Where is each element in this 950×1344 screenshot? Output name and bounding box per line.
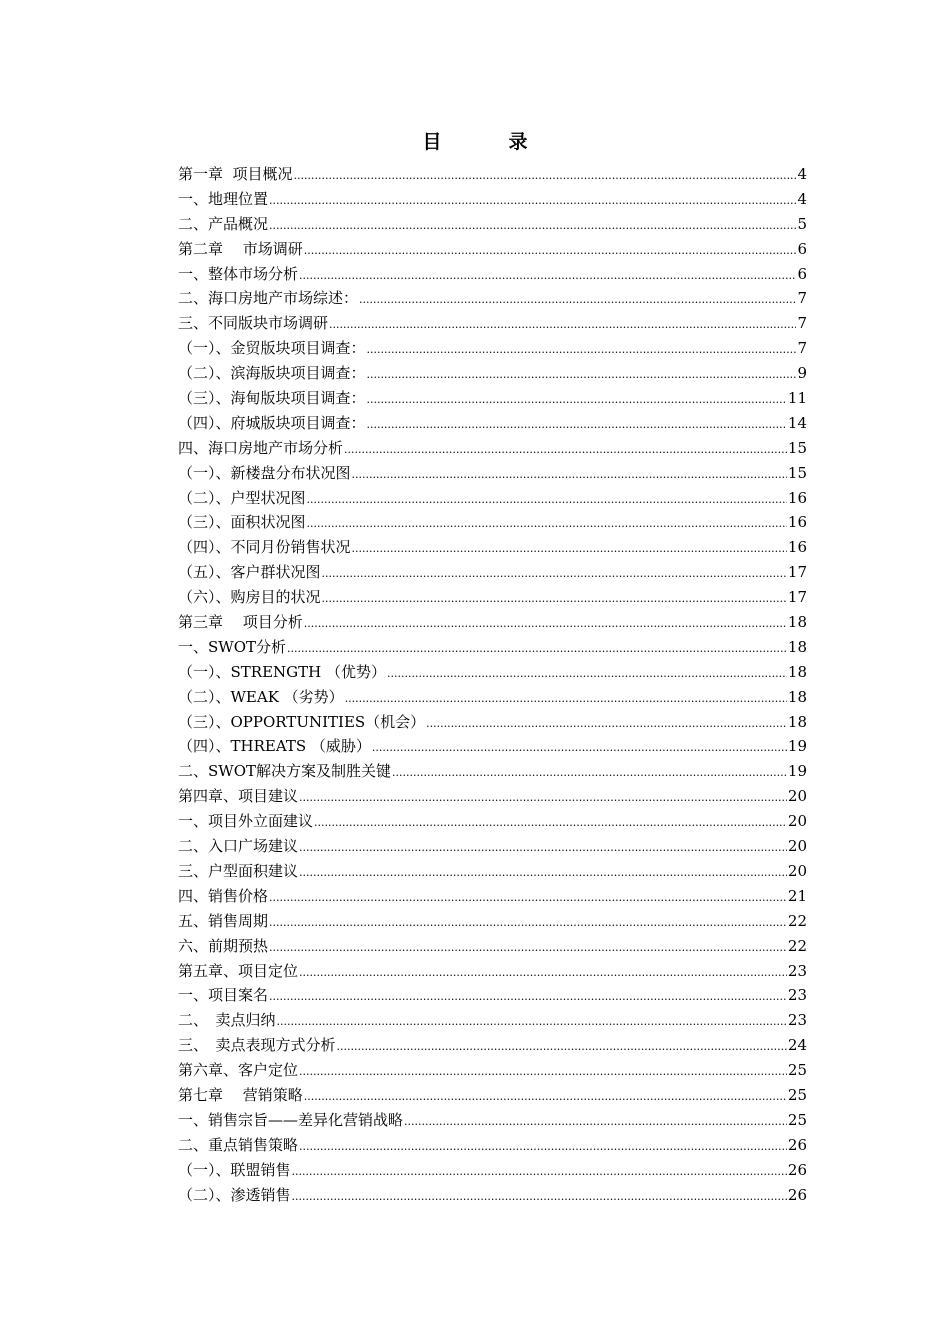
toc-entry[interactable] xyxy=(178,635,807,660)
dot-leader xyxy=(307,512,787,535)
toc-entry-page-number: 9 xyxy=(797,364,807,383)
toc-entry[interactable] xyxy=(178,909,807,934)
dot-leader xyxy=(352,463,787,486)
toc-entry[interactable] xyxy=(178,237,807,262)
dot-leader xyxy=(367,363,797,386)
toc-entry-page-number: 24 xyxy=(787,1036,807,1055)
toc-entry-title: （一）、新楼盘分布状况图 xyxy=(178,463,351,482)
dot-leader xyxy=(269,886,787,909)
toc-entry[interactable] xyxy=(178,535,807,560)
toc-entry-title: 一、销售宗旨——差异化营销战略 xyxy=(178,1110,404,1129)
toc-entry-title: 二、 卖点归纳 xyxy=(178,1011,276,1030)
toc-entry-title: （二）、WEAK （劣势） xyxy=(178,687,344,706)
toc-entry[interactable] xyxy=(178,336,807,361)
dot-leader xyxy=(304,612,787,635)
dot-leader xyxy=(367,338,797,361)
dot-leader xyxy=(304,239,797,262)
toc-entry[interactable] xyxy=(178,560,807,585)
toc-entry-title: 一、项目案名 xyxy=(178,986,269,1005)
toc-entry-title: 第二章 市场调研 xyxy=(178,239,303,258)
toc-entry-page-number: 26 xyxy=(787,1160,807,1179)
toc-entry[interactable] xyxy=(178,1058,807,1083)
toc-entry-title: 二、SWOT解决方案及制胜关键 xyxy=(178,762,391,781)
toc-entry-page-number: 4 xyxy=(797,165,807,183)
toc-title: 目 录 xyxy=(422,131,552,153)
dot-leader xyxy=(367,413,787,436)
toc-entry-title: 第七章 营销策略 xyxy=(178,1085,303,1104)
toc-entry[interactable] xyxy=(178,610,807,635)
dot-leader xyxy=(299,836,787,859)
dot-leader xyxy=(322,562,787,585)
toc-entry-page-number: 16 xyxy=(787,513,807,532)
toc-entry[interactable] xyxy=(178,859,807,884)
toc-entry-page-number: 22 xyxy=(787,936,807,955)
dot-leader xyxy=(299,1135,787,1158)
toc-entry-page-number: 17 xyxy=(787,563,807,582)
toc-entry-page-number: 7 xyxy=(797,314,807,333)
toc-entry[interactable] xyxy=(178,286,807,311)
dot-leader xyxy=(269,911,787,934)
toc-entry-title: 二、入口广场建议 xyxy=(178,837,299,856)
toc-entry[interactable] xyxy=(178,710,807,735)
toc-entry-page-number: 15 xyxy=(787,463,807,482)
dot-leader xyxy=(337,1035,787,1058)
dot-leader xyxy=(269,936,787,959)
toc-entry-title: 五、销售周期 xyxy=(178,911,269,930)
toc-entry[interactable] xyxy=(178,436,807,461)
dot-leader xyxy=(322,587,787,610)
toc-entry[interactable] xyxy=(178,1158,807,1183)
toc-entry-page-number: 18 xyxy=(787,613,807,632)
toc-entry-title: 三、户型面积建议 xyxy=(178,861,299,880)
toc-entry-title: 四、海口房地产市场分析 xyxy=(178,438,344,457)
toc-entry-title: 第一章 项目概况 xyxy=(178,165,293,183)
toc-entry-page-number: 11 xyxy=(787,389,807,408)
toc-entry[interactable] xyxy=(178,162,807,187)
toc-entry[interactable] xyxy=(178,983,807,1008)
dot-leader xyxy=(345,687,787,710)
toc-entry-title: 四、销售价格 xyxy=(178,886,269,905)
dot-leader xyxy=(359,288,796,311)
toc-entry[interactable] xyxy=(178,262,807,287)
toc-entry-page-number: 6 xyxy=(797,239,807,258)
toc-entry-title: 一、项目外立面建议 xyxy=(178,812,314,831)
dot-leader xyxy=(367,388,787,411)
toc-entry[interactable] xyxy=(178,784,807,809)
toc-entry-page-number: 14 xyxy=(787,413,807,432)
toc-entry-title: 一、地理位置 xyxy=(178,189,269,208)
toc-entry-title: 第三章 项目分析 xyxy=(178,613,303,632)
toc-entry-page-number: 23 xyxy=(787,986,807,1005)
toc-entry[interactable] xyxy=(178,1133,807,1158)
toc-entry[interactable] xyxy=(178,361,807,386)
toc-entry-title: （二）、渗透销售 xyxy=(178,1185,291,1204)
toc-entry[interactable] xyxy=(178,1108,807,1133)
dot-leader xyxy=(387,662,787,685)
toc-entry-page-number: 26 xyxy=(787,1135,807,1154)
dot-leader xyxy=(314,811,787,834)
toc-entry-title: 三、 卖点表现方式分析 xyxy=(178,1036,336,1055)
toc-entry-page-number: 19 xyxy=(787,762,807,781)
toc-entry-title: 二、海口房地产市场综述： xyxy=(178,289,359,308)
toc-entry-page-number: 16 xyxy=(787,488,807,507)
dot-leader xyxy=(287,637,787,660)
dot-leader xyxy=(294,164,797,187)
toc-entry-page-number: 23 xyxy=(787,1011,807,1030)
dot-leader xyxy=(299,1060,787,1083)
toc-entry-title: 第六章、客户定位 xyxy=(178,1061,299,1080)
toc-entry-title: （四）、府城版块项目调查： xyxy=(178,413,366,432)
dot-leader xyxy=(299,786,787,809)
toc-entry-title: （五）、客户群状况图 xyxy=(178,563,321,582)
toc-entry-title: （四）、THREATS （威胁） xyxy=(178,737,371,756)
toc-entry-page-number: 5 xyxy=(797,214,807,233)
toc-entry[interactable] xyxy=(178,486,807,511)
toc-entry[interactable] xyxy=(178,1183,807,1208)
dot-leader xyxy=(344,438,787,461)
toc-entry-title: （四）、不同月份销售状况 xyxy=(178,538,351,557)
toc-entry-page-number: 20 xyxy=(787,837,807,856)
toc-entry[interactable] xyxy=(178,834,807,859)
toc-entry[interactable] xyxy=(178,1083,807,1108)
dot-leader xyxy=(277,1010,787,1033)
toc-entry-title: （一）、STRENGTH （优势） xyxy=(178,662,386,681)
dot-leader xyxy=(269,985,787,1008)
toc-entry-title: 六、前期预热 xyxy=(178,936,269,955)
toc-entry[interactable] xyxy=(178,311,807,336)
toc-entry-title: 二、重点销售策略 xyxy=(178,1135,299,1154)
dot-leader xyxy=(299,861,787,884)
dot-leader xyxy=(292,1160,787,1183)
toc-entry-title: （三）、面积状况图 xyxy=(178,513,306,532)
toc-entry[interactable] xyxy=(178,386,807,411)
dot-leader xyxy=(307,488,787,511)
dot-leader xyxy=(404,1110,787,1133)
toc-entry-title: （三）、海甸版块项目调查： xyxy=(178,389,366,408)
toc-entry[interactable] xyxy=(178,411,807,436)
toc-entry-title: 第四章、项目建议 xyxy=(178,787,299,806)
toc-entry-page-number: 7 xyxy=(797,289,807,308)
toc-entry[interactable] xyxy=(178,1008,807,1033)
toc-entry-page-number: 18 xyxy=(787,662,807,681)
toc-entry-page-number: 25 xyxy=(787,1061,807,1080)
toc-entry[interactable] xyxy=(178,510,807,535)
toc-entry-title: 一、整体市场分析 xyxy=(178,264,299,283)
dot-leader xyxy=(304,1085,787,1108)
toc-entry-page-number: 20 xyxy=(787,812,807,831)
toc-entry-page-number: 25 xyxy=(787,1085,807,1104)
toc-entry-page-number: 21 xyxy=(787,886,807,905)
dot-leader xyxy=(299,961,787,984)
toc-entry-page-number: 4 xyxy=(797,189,807,208)
dot-leader xyxy=(372,736,787,759)
toc-list xyxy=(178,162,807,1207)
toc-entry-title: （一）、联盟销售 xyxy=(178,1160,291,1179)
toc-entry-page-number: 7 xyxy=(797,339,807,358)
toc-entry-title: （二）、滨海版块项目调查： xyxy=(178,364,366,383)
toc-entry[interactable] xyxy=(178,959,807,984)
toc-entry[interactable] xyxy=(178,759,807,784)
toc-entry[interactable] xyxy=(178,187,807,212)
toc-entry-page-number: 22 xyxy=(787,911,807,930)
toc-entry-page-number: 18 xyxy=(787,637,807,656)
toc-entry[interactable] xyxy=(178,461,807,486)
toc-entry[interactable] xyxy=(178,884,807,909)
dot-leader xyxy=(426,712,787,735)
dot-leader xyxy=(269,214,796,237)
dot-leader xyxy=(352,537,787,560)
toc-entry-title: 第五章、项目定位 xyxy=(178,961,299,980)
toc-entry-page-number: 6 xyxy=(797,264,807,283)
toc-entry[interactable] xyxy=(178,734,807,759)
toc-entry-page-number: 17 xyxy=(787,588,807,607)
toc-entry-title: 二、产品概况 xyxy=(178,214,269,233)
toc-entry[interactable] xyxy=(178,685,807,710)
dot-leader xyxy=(299,264,796,287)
toc-entry-title: （一）、金贸版块项目调查： xyxy=(178,339,366,358)
dot-leader xyxy=(329,313,796,336)
toc-entry-page-number: 20 xyxy=(787,787,807,806)
toc-entry-page-number: 15 xyxy=(787,438,807,457)
toc-entry-title: 一、SWOT分析 xyxy=(178,637,286,656)
toc-entry-page-number: 16 xyxy=(787,538,807,557)
dot-leader xyxy=(292,1185,787,1208)
toc-entry-title: （三）、OPPORTUNITIES（机会） xyxy=(178,712,426,731)
toc-entry[interactable] xyxy=(178,212,807,237)
toc-entry-page-number: 20 xyxy=(787,861,807,880)
toc-entry-page-number: 26 xyxy=(787,1185,807,1204)
toc-entry[interactable] xyxy=(178,809,807,834)
toc-entry-title: （六）、购房目的状况 xyxy=(178,588,321,607)
toc-entry[interactable] xyxy=(178,1033,807,1058)
toc-entry-page-number: 25 xyxy=(787,1110,807,1129)
toc-entry-title: （二）、户型状况图 xyxy=(178,488,306,507)
toc-entry[interactable] xyxy=(178,934,807,959)
dot-leader xyxy=(392,761,787,784)
toc-entry[interactable] xyxy=(178,660,807,685)
toc-entry-page-number: 23 xyxy=(787,961,807,980)
toc-entry-page-number: 18 xyxy=(787,712,807,731)
toc-entry-title: 三、不同版块市场调研 xyxy=(178,314,329,333)
dot-leader xyxy=(269,189,796,212)
toc-entry[interactable] xyxy=(178,585,807,610)
toc-entry-page-number: 18 xyxy=(787,687,807,706)
toc-entry-page-number: 19 xyxy=(787,737,807,756)
